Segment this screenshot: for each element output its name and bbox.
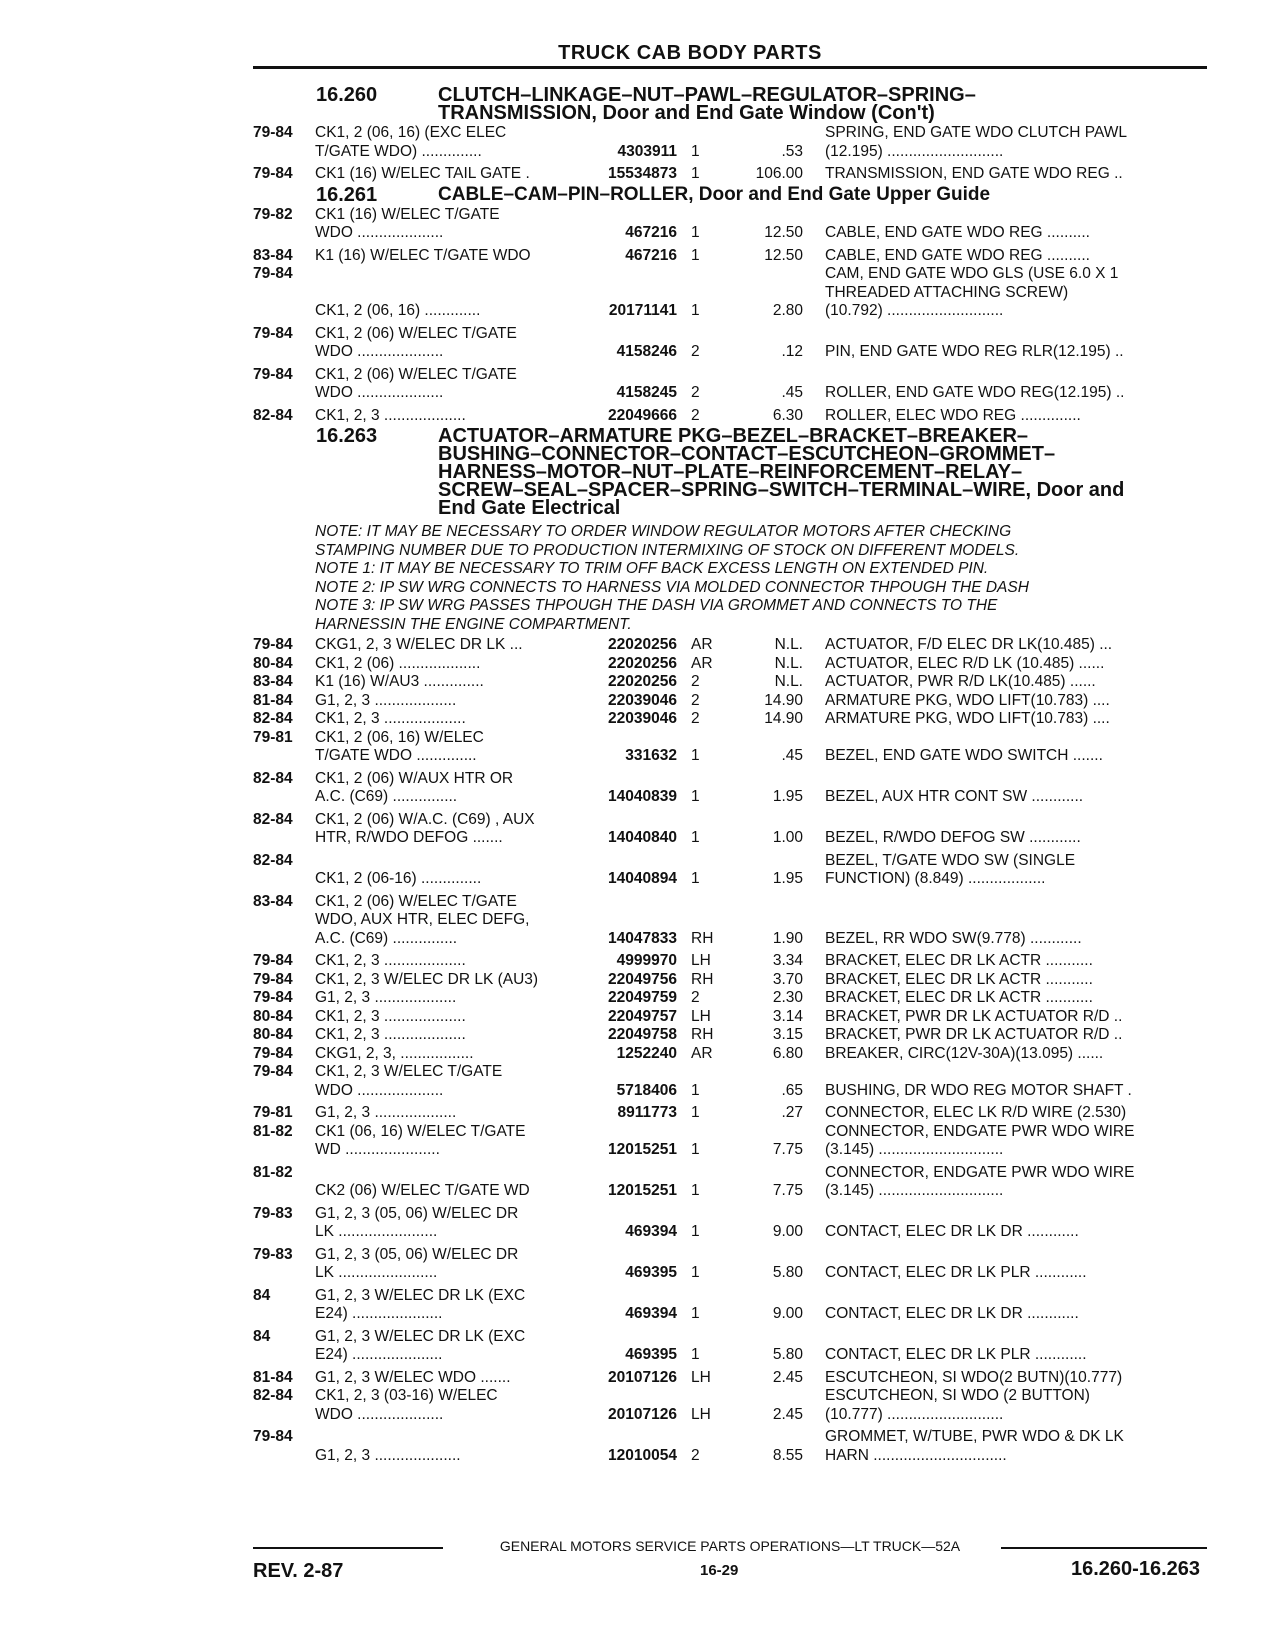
part-number: 4158245 (616, 384, 677, 401)
part-number: 22020256 (608, 636, 677, 653)
model-years: 80-84 (253, 654, 293, 672)
application: CKG1, 2, 3 W/ELEC DR LK ... (315, 636, 523, 653)
model-years: 79-82 (253, 205, 293, 223)
part-row (253, 1328, 1213, 1365)
part-row (253, 1246, 1213, 1283)
quantity: 1 (691, 870, 700, 887)
quantity: 1 (691, 302, 700, 319)
part-row (253, 1369, 1213, 1388)
part-description: ARMATURE PKG, WDO LIFT(10.783) .... (825, 691, 1110, 709)
part-number: 22020256 (608, 654, 677, 672)
part-number: 22049666 (608, 406, 677, 424)
application: CK1, 2, 3 ................... (315, 710, 466, 727)
quantity: 1 (691, 224, 700, 241)
part-number: 12015251 (608, 1141, 677, 1158)
part-number: 15534873 (608, 165, 677, 182)
model-years: 79-84 (253, 165, 293, 182)
section-notes: NOTE: IT MAY BE NECESSARY TO ORDER WINDOW REGULATOR MOTORS AFTER CHECKING STAMPING NUMBER DUE TO PRODUCTION INTERMIXING OF STOCK ON DIFFERENT MODELS. NOTE 1: IT MAY BE NECESSARY TO TRIM OFF BACK EXCESS LENGTH ON EXTENDED PIN. NOTE 2: IP SW WRG CONNECTS TO HARNESS VIA MOLDED CONNECTOR THPOUGH THE DASH NOTE 3: IP SW WRG PASSES THPOUGH THE DASH VIA GROMMET AND CONNECTS TO THE HARNESSIN THE ENGINE COMPARTMENT. (315, 523, 1029, 633)
application: CK1 (06, 16) W/ELEC T/GATE WD ...................... (315, 1122, 526, 1158)
model-years: 82-84 (253, 851, 293, 869)
price: 14.90 (764, 710, 803, 727)
part-row (253, 811, 1213, 848)
part-row (253, 729, 1213, 766)
price: N.L. (774, 636, 803, 653)
price: .53 (781, 142, 803, 160)
quantity: 1 (691, 1141, 700, 1158)
part-row (253, 770, 1213, 807)
application: CK1, 2 (06, 16) W/ELEC T/GATE WDO .............. (315, 728, 484, 764)
quantity: 2 (691, 1446, 700, 1464)
part-description: ESCUTCHEON, SI WDO(2 BUTN)(10.777) (825, 1368, 1123, 1386)
quantity: 1 (691, 1182, 700, 1199)
model-years: 80-84 (253, 1026, 293, 1043)
part-number: 22039046 (608, 710, 677, 727)
application: G1, 2, 3 (05, 06) W/ELEC DR LK ....................... (315, 1245, 519, 1281)
page-title: TRUCK CAB BODY PARTS (558, 42, 822, 64)
application: CK1 (16) W/ELEC T/GATE WDO .................... (315, 205, 500, 241)
part-row (253, 1104, 1213, 1123)
model-years: 79-84 (253, 952, 293, 969)
price: 12.50 (764, 246, 803, 264)
application: G1, 2, 3 W/ELEC DR LK (EXC E24) ..................... (315, 1327, 526, 1363)
model-years: 79-83 (253, 1204, 293, 1222)
part-description: GROMMET, W/TUBE, PWR WDO & DK LK HARN ............................... (825, 1428, 1124, 1464)
model-years: 84 (253, 1286, 271, 1304)
quantity: 2 (691, 673, 700, 690)
price: 14.90 (764, 691, 803, 709)
application: K1 (16) W/ELEC T/GATE WDO (315, 246, 531, 264)
model-years: 79-84 (253, 365, 293, 383)
price: 6.30 (772, 406, 803, 424)
price: 3.14 (772, 1007, 803, 1025)
price: .45 (781, 384, 803, 401)
section-title: CLUTCH–LINKAGE–NUT–PAWL–REGULATOR–SPRING– TRANSMISSION, Door and End Gate Window (Con't) (438, 84, 976, 124)
price: 2.80 (772, 302, 803, 319)
quantity: 2 (691, 343, 700, 360)
part-row (253, 165, 1213, 184)
price: N.L. (774, 673, 803, 690)
model-years: 81-84 (253, 691, 293, 709)
price: 7.75 (772, 1182, 803, 1199)
part-number: 14040839 (608, 788, 677, 805)
quantity: LH (691, 1007, 711, 1025)
application: CK1, 2, 3 W/ELEC T/GATE WDO .................... (315, 1063, 503, 1099)
part-number: 22049758 (608, 1026, 677, 1043)
part-description: BEZEL, RR WDO SW(9.778) ............ (825, 929, 1082, 947)
application: CK1, 2 (06) ................... (315, 654, 481, 672)
application: CK1, 2, 3 W/ELEC DR LK (AU3) (315, 970, 539, 988)
model-years: 79-81 (253, 1104, 293, 1121)
part-row (253, 1123, 1213, 1160)
part-number: 14040894 (608, 870, 677, 887)
part-number: 8911773 (617, 1104, 677, 1121)
application: CK1 (16) W/ELEC TAIL GATE . (315, 165, 530, 182)
application: G1, 2, 3 W/ELEC DR LK (EXC E24) ..................... (315, 1286, 526, 1322)
quantity: 1 (691, 1264, 700, 1281)
model-years: 83-84 (253, 246, 293, 264)
quantity: 1 (691, 1223, 700, 1240)
model-years: 79-84 (253, 1044, 293, 1062)
quantity: AR (691, 1044, 713, 1062)
part-number: 469394 (625, 1223, 677, 1240)
quantity: 2 (691, 691, 700, 709)
part-number: 22049756 (608, 970, 677, 988)
price: N.L. (774, 654, 803, 672)
part-description: PIN, END GATE WDO REG RLR(12.195) .. (825, 343, 1124, 360)
price: 1.00 (772, 829, 803, 846)
part-number: 20107126 (608, 1368, 677, 1386)
part-row (253, 971, 1213, 990)
model-years: 84 (253, 1327, 271, 1345)
part-row (253, 1164, 1213, 1201)
model-years: 79-81 (253, 728, 293, 746)
quantity: 1 (691, 165, 700, 182)
application: CK1, 2, 3 ................... (315, 952, 466, 969)
part-row (253, 1063, 1213, 1100)
part-description: CONTACT, ELEC DR LK PLR ............ (825, 1346, 1087, 1363)
part-row (253, 265, 1213, 321)
part-row (253, 1045, 1213, 1064)
part-number: 5718406 (616, 1081, 677, 1099)
application: CKG1, 2, 3, ................. (315, 1044, 474, 1062)
model-years: 83-84 (253, 673, 293, 690)
price: 7.75 (772, 1141, 803, 1158)
model-years: 81-84 (253, 1368, 293, 1386)
quantity: 1 (691, 1081, 700, 1099)
application: G1, 2, 3 ................... (315, 1104, 457, 1121)
catalog-section (253, 427, 1213, 1465)
part-number: 469395 (625, 1346, 677, 1363)
part-number: 14047833 (608, 929, 677, 947)
part-row (253, 710, 1213, 729)
price: 5.80 (772, 1346, 803, 1363)
quantity: 1 (691, 829, 700, 846)
part-description: ESCUTCHEON, SI WDO (2 BUTTON) (10.777) ........................... (825, 1387, 1090, 1423)
section-title: ACTUATOR–ARMATURE PKG–BEZEL–BRACKET–BREAKER– BUSHING–CONNECTOR–CONTACT–ESCUTCHEON–GROMMET– HARNESS–MOTOR–NUT–PLATE–REINFORCEMENT–RELAY– SCREW–SEAL–SPACER–SPRING–SWITCH–TERMINAL–WIRE, Door and End Gate Electrical (438, 425, 1125, 519)
application: G1, 2, 3 ................... (315, 989, 457, 1006)
part-description: ACTUATOR, PWR R/D LK(10.485) ...... (825, 673, 1096, 690)
footer-line (253, 1538, 1207, 1558)
price: .65 (781, 1081, 803, 1099)
part-row (253, 124, 1213, 161)
quantity: 1 (691, 788, 700, 805)
part-number: 14040840 (608, 829, 677, 846)
application: CK1, 2, 3 ................... (315, 1007, 466, 1025)
quantity: AR (691, 654, 713, 672)
part-row (253, 1387, 1213, 1424)
quantity: LH (691, 1405, 711, 1423)
part-description: BRACKET, ELEC DR LK ACTR ........... (825, 989, 1093, 1006)
model-years: 81-82 (253, 1122, 293, 1140)
application: G1, 2, 3 (05, 06) W/ELEC DR LK ....................... (315, 1204, 519, 1240)
quantity: 1 (691, 142, 700, 160)
part-description: ACTUATOR, ELEC R/D LK (10.485) ...... (825, 654, 1105, 672)
quantity: 2 (691, 989, 700, 1006)
model-years: 80-84 (253, 1007, 293, 1025)
part-number: 22049757 (608, 1007, 677, 1025)
price: 9.00 (772, 1223, 803, 1240)
quantity: 2 (691, 384, 700, 401)
part-number: 4999970 (616, 952, 677, 969)
part-description: CONTACT, ELEC DR LK DR ............ (825, 1305, 1079, 1322)
part-description: BEZEL, T/GATE WDO SW (SINGLE FUNCTION) (8.849) .................. (825, 851, 1076, 887)
price: 3.15 (772, 1026, 803, 1043)
quantity: 1 (691, 747, 700, 764)
part-description: CONNECTOR, ELEC LK R/D WIRE (2.530) (825, 1104, 1127, 1121)
part-row (253, 1205, 1213, 1242)
quantity: 1 (691, 246, 700, 264)
part-number: 469394 (625, 1305, 677, 1322)
parts-catalog (253, 84, 1213, 1469)
price: 2.30 (772, 989, 803, 1006)
price: 106.00 (755, 165, 803, 182)
part-row (253, 366, 1213, 403)
application: CK1, 2, 3 (03-16) W/ELEC WDO .................... (315, 1387, 498, 1423)
part-description: CABLE, END GATE WDO REG .......... (825, 224, 1090, 241)
part-description: ARMATURE PKG, WDO LIFT(10.783) .... (825, 710, 1110, 727)
model-years: 79-84 (253, 324, 293, 342)
part-description: TRANSMISSION, END GATE WDO REG .. (825, 165, 1123, 182)
part-number: 469395 (625, 1264, 677, 1281)
application: CK1, 2, 3 ................... (315, 406, 466, 424)
revision-label: REV. 2-87 (253, 1560, 344, 1582)
part-description: ROLLER, END GATE WDO REG(12.195) .. (825, 384, 1125, 401)
part-description: CAM, END GATE WDO GLS (USE 6.0 X 1 THREADED ATTACHING SCREW) (10.792) ........................... (825, 265, 1119, 319)
part-number: 22049759 (608, 989, 677, 1006)
price: .45 (781, 747, 803, 764)
price: 2.45 (772, 1405, 803, 1423)
model-years: 79-84 (253, 124, 293, 141)
part-description: BREAKER, CIRC(12V-30A)(13.095) ...... (825, 1044, 1104, 1062)
application: CK1, 2 (06, 16) ............. (315, 302, 481, 319)
quantity: LH (691, 952, 711, 969)
price: 1.95 (772, 870, 803, 887)
part-description: BRACKET, PWR DR LK ACTUATOR R/D .. (825, 1007, 1123, 1025)
quantity: RH (691, 970, 714, 988)
model-years: 79-83 (253, 1245, 293, 1263)
quantity: 1 (691, 1305, 700, 1322)
part-row (253, 893, 1213, 949)
section-number: 16.260 (316, 84, 378, 106)
price: .27 (781, 1104, 803, 1121)
price: 3.34 (772, 952, 803, 969)
price: 9.00 (772, 1305, 803, 1322)
footer-publisher: GENERAL MOTORS SERVICE PARTS OPERATIONS—LT TRUCK—52A (494, 1538, 966, 1554)
part-description: BEZEL, END GATE WDO SWITCH ....... (825, 747, 1103, 764)
quantity: 1 (691, 1346, 700, 1363)
part-description: BUSHING, DR WDO REG MOTOR SHAFT . (825, 1081, 1132, 1099)
part-row (253, 989, 1213, 1008)
application: CK1, 2 (06, 16) (EXC ELEC T/GATE WDO) .............. (315, 124, 507, 160)
part-number: 331632 (625, 747, 677, 764)
quantity: RH (691, 1026, 714, 1043)
price: 3.70 (772, 970, 803, 988)
part-description: CABLE, END GATE WDO REG .......... (825, 246, 1090, 264)
price: 2.45 (772, 1368, 803, 1386)
model-years: 82-84 (253, 769, 293, 787)
part-description: ACTUATOR, F/D ELEC DR LK(10.485) ... (825, 636, 1113, 653)
price: 1.90 (772, 929, 803, 947)
section-number: 16.261 (316, 183, 378, 206)
application: G1, 2, 3 ................... (315, 691, 457, 709)
part-description: CONNECTOR, ENDGATE PWR WDO WIRE (3.145) ............................. (825, 1122, 1135, 1158)
part-row (253, 692, 1213, 711)
page-header (253, 42, 1207, 69)
part-number: 4158246 (616, 343, 677, 360)
part-number: 22039046 (608, 691, 677, 709)
part-number: 12015251 (608, 1182, 677, 1199)
application: CK1, 2, 3 ................... (315, 1026, 466, 1043)
price: 1.95 (772, 788, 803, 805)
application: G1, 2, 3 W/ELEC WDO ....... (315, 1368, 511, 1386)
part-description: SPRING, END GATE WDO CLUTCH PAWL (12.195) ........................... (825, 124, 1127, 160)
section-heading (253, 86, 1213, 122)
part-row (253, 325, 1213, 362)
application: G1, 2, 3 .................... (315, 1446, 461, 1464)
model-years: 82-84 (253, 710, 293, 727)
quantity: AR (691, 636, 713, 653)
model-years: 82-84 (253, 406, 293, 424)
model-years: 79-84 (253, 636, 293, 653)
quantity: 2 (691, 710, 700, 727)
application: CK1, 2 (06) W/A.C. (C69) , AUX HTR, R/WDO DEFOG ....... (315, 810, 535, 846)
price: 8.55 (772, 1446, 803, 1464)
application: CK1, 2 (06) W/ELEC T/GATE WDO .................... (315, 365, 517, 401)
part-row (253, 1026, 1213, 1045)
price: 12.50 (764, 224, 803, 241)
part-row (253, 852, 1213, 889)
part-number: 20107126 (608, 1405, 677, 1423)
quantity: RH (691, 929, 714, 947)
part-number: 20171141 (608, 302, 677, 319)
quantity: LH (691, 1368, 711, 1386)
part-row (253, 673, 1213, 692)
model-years: 83-84 (253, 892, 293, 910)
model-years: 79-84 (253, 1063, 293, 1080)
part-row (253, 952, 1213, 971)
model-years: 79-84 (253, 265, 293, 282)
application: CK1, 2 (06-16) .............. (315, 870, 482, 887)
application: CK1, 2 (06) W/ELEC T/GATE WDO .................... (315, 324, 517, 360)
part-row (253, 636, 1213, 655)
page-number: 16-29 (700, 1562, 739, 1579)
price: 6.80 (772, 1044, 803, 1062)
quantity: 2 (691, 406, 700, 424)
model-years: 82-84 (253, 810, 293, 828)
application: CK1, 2 (06) W/ELEC T/GATE WDO, AUX HTR, ELEC DEFG, A.C. (C69) ............... (315, 892, 530, 947)
section-heading (253, 427, 1213, 517)
part-row (253, 655, 1213, 674)
part-description: CONNECTOR, ENDGATE PWR WDO WIRE (3.145) ............................. (825, 1163, 1135, 1199)
part-number: 4303911 (617, 142, 677, 160)
price: 5.80 (772, 1264, 803, 1281)
part-description: BEZEL, R/WDO DEFOG SW ............ (825, 829, 1081, 846)
part-row (253, 206, 1213, 243)
part-description: ROLLER, ELEC WDO REG .............. (825, 406, 1081, 424)
catalog-section (253, 183, 1213, 426)
model-years: 79-84 (253, 989, 293, 1006)
application: K1 (16) W/AU3 .............. (315, 673, 484, 690)
part-description: CONTACT, ELEC DR LK DR ............ (825, 1223, 1079, 1240)
part-row (253, 1287, 1213, 1324)
part-number: 1252240 (616, 1044, 677, 1062)
model-years: 82-84 (253, 1387, 293, 1404)
section-range: 16.260-16.263 (1070, 1558, 1200, 1580)
part-number: 467216 (625, 224, 677, 241)
part-number: 12010054 (608, 1446, 677, 1464)
quantity: 1 (691, 1104, 700, 1121)
part-description: BRACKET, ELEC DR LK ACTR ........... (825, 970, 1093, 988)
section-number: 16.263 (316, 425, 378, 447)
part-row (253, 1428, 1213, 1465)
part-description: BEZEL, AUX HTR CONT SW ............ (825, 788, 1084, 805)
part-row (253, 1008, 1213, 1027)
part-number: 22020256 (608, 673, 677, 690)
part-number: 467216 (625, 246, 677, 264)
model-years: 79-84 (253, 1428, 293, 1445)
part-description: BRACKET, ELEC DR LK ACTR ........... (825, 952, 1093, 969)
section-heading (253, 183, 1213, 206)
application: CK1, 2 (06) W/AUX HTR OR A.C. (C69) ............... (315, 769, 514, 805)
model-years: 81-82 (253, 1163, 293, 1181)
part-description: CONTACT, ELEC DR LK PLR ............ (825, 1264, 1087, 1281)
part-row (253, 247, 1213, 266)
part-description: BRACKET, PWR DR LK ACTUATOR R/D .. (825, 1026, 1123, 1043)
catalog-section (253, 86, 1213, 184)
price: .12 (781, 343, 803, 360)
model-years: 79-84 (253, 970, 293, 988)
part-row (253, 407, 1213, 426)
application: CK2 (06) W/ELEC T/GATE WD (315, 1182, 530, 1199)
section-title: CABLE–CAM–PIN–ROLLER, Door and End Gate Upper Guide (438, 183, 991, 205)
